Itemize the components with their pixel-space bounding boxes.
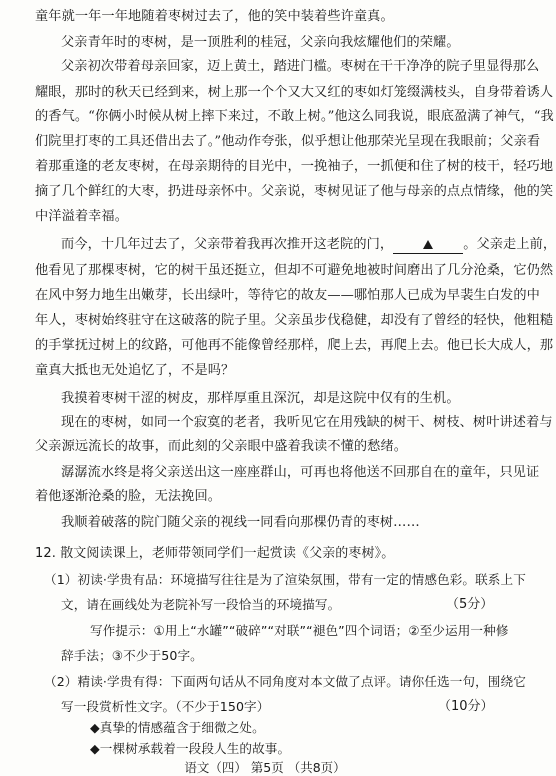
- page-footer: 语文（四） 第5页 （共8页）: [184, 760, 346, 775]
- essay-line: 我摸着枣树干涩的树皮，那样厚重且深沉，却是这院中仅有的生机。: [61, 391, 460, 406]
- essay-line: 父亲源远流长的故事，而此刻的父亲眼中盛着我读不懂的愁绪。: [35, 439, 408, 454]
- comment-option: ◆真挚的情感蕴含于细微之处。: [90, 720, 265, 735]
- essay-line: 着他逐渐沧桑的脸，无法挽回。: [35, 489, 222, 504]
- essay-text: 。父亲走上前，: [463, 237, 556, 252]
- fill-in-blank[interactable]: [393, 239, 463, 254]
- question-part1: 文，请在画线处为老院补写一段恰当的环境描写。: [61, 597, 341, 612]
- question-part2: 写一段赏析性文字。（不少于150字）: [61, 699, 270, 714]
- question-part1: （1）初读·学贵有品：环境描写往往是为了渲染氛围，带有一定的情感色彩。联系上下: [44, 572, 526, 587]
- essay-line: 耀眼，那时的秋天已经到来，树上那一个个又大又红的枣如灯笼缀满枝头，自身带着诱人: [35, 85, 554, 100]
- writing-hint: 辞手法；③不少于50字。: [61, 648, 203, 663]
- essay-line: 他看见了那棵枣树，它的树干虽还挺立，但却不可避免地被时间磨出了几分沧桑，它仍然: [35, 263, 554, 278]
- question-stem: 12. 散文阅读课上，老师带领同学们一起赏读《父亲的枣树》。: [35, 546, 395, 561]
- essay-line: 摘了几个鲜红的大枣，扔进母亲怀中。父亲说，枣树见证了他与母亲的点点情缘，他的笑: [35, 184, 554, 199]
- part2-score: （10分）: [438, 699, 494, 714]
- essay-line: 的手掌抚过树上的纹路，可他再不能像曾经那样，爬上去，再爬上去。他已长大成人，那: [35, 338, 554, 353]
- essay-line-with-blank: [61, 236, 556, 254]
- essay-line: 我顺着破落的院门随父亲的视线一同看向那棵仍青的枣树……: [61, 515, 420, 530]
- question-part2: （2）精读·学贵有得：下面两句话从不同角度对本文做了点评。请你任选一句，围绕它: [44, 674, 526, 689]
- essay-line: 父亲初次带着母亲回家，迈上黄土，踏进门槛。枣树在干干净净的院子里显得那么: [61, 59, 540, 74]
- essay-line: 童年就一年一年地随着枣树过去了，他的笑中装着些许童真。: [35, 9, 394, 24]
- essay-line: 潺潺流水终是将父亲送出这一座座群山，可再也将他送不回那自在的童年，只见证: [61, 465, 540, 480]
- essay-line: 的香气。“你俩小时候从树上摔下来过，不敢上树。”他这么同我说，眼底盈满了神气，“我: [35, 109, 554, 124]
- writing-hint: 写作提示：①用上“水罐”“破碎”“对联”“褪色”四个词语；②至少运用一种修: [90, 623, 509, 638]
- essay-line: 中洋溢着幸福。: [35, 209, 129, 224]
- part1-score: （5分）: [446, 597, 494, 612]
- essay-line: 着那重逢的老友枣树，在母亲期待的目光中，一挽袖子，一抓便和住了树的枝干，轻巧地: [35, 159, 554, 174]
- essay-text: 而今，十几年过去了，父亲带着我再次推开这老院的门，: [61, 237, 394, 252]
- essay-line: 在风中努力地生出嫩芽，长出绿叶，等待它的故友——哪怕那人已成为早裴生白发的中: [35, 288, 540, 303]
- essay-line: 父亲青年时的枣树，是一顶胜利的桂冠，父亲向我炫耀他们的荣耀。: [61, 35, 460, 50]
- triangle-marker-icon: [423, 240, 433, 249]
- comment-option: ◆一棵树承载着一段段人生的故事。: [90, 741, 291, 756]
- essay-line: 童真大抵也无处追忆了，不是吗？: [35, 363, 235, 378]
- essay-line: 现在的枣树，如同一个寂寞的老者，我听见它在用残缺的树干、树枝、树叶讲述着与: [61, 415, 553, 430]
- essay-line: 们院里打枣的工具还借出去了。”他动作夸张，似乎想让他那荣光呈现在我眼前；父亲看: [35, 134, 541, 149]
- essay-line: 年人，枣树始终驻守在这破落的院子里。父亲虽步伐稳健，却没有了曾经的轻快，他粗糙: [35, 313, 554, 328]
